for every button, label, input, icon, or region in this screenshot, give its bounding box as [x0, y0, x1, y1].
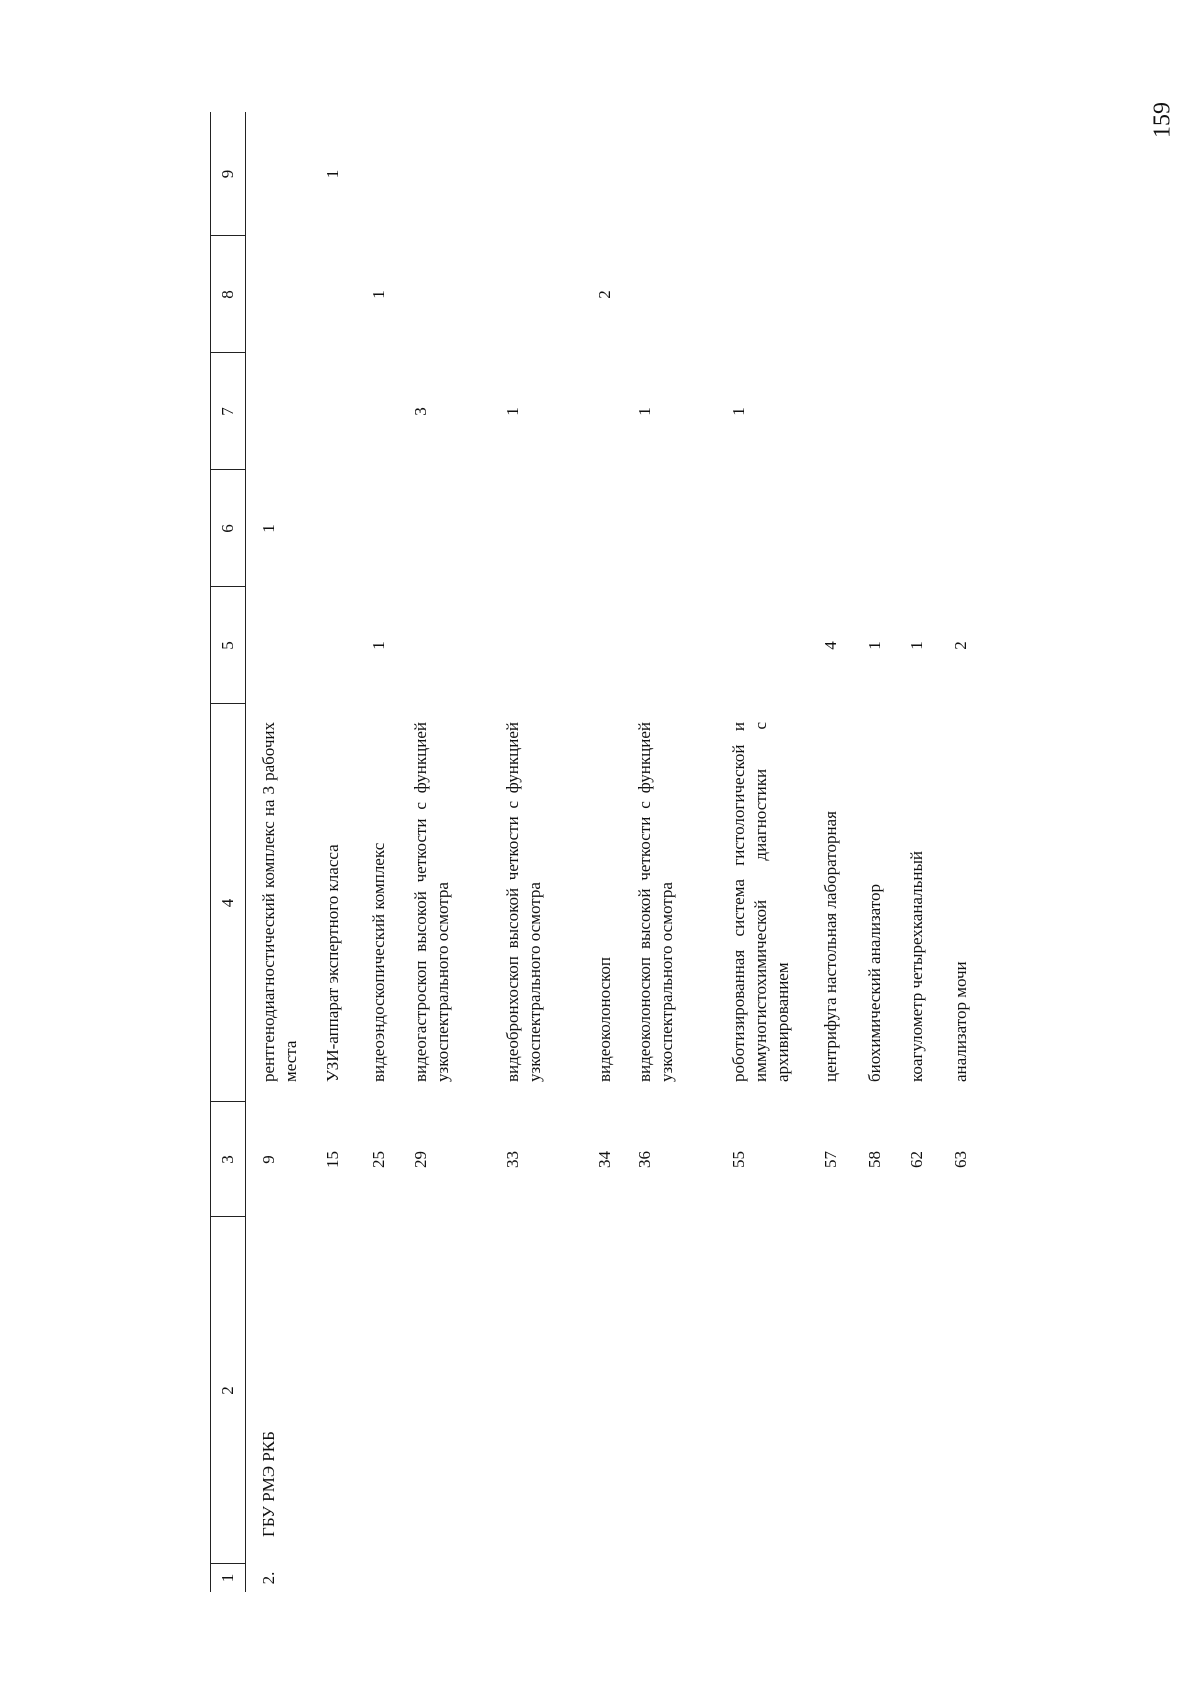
table-cell-equipment-name: УЗИ-аппарат экспертного класса — [323, 844, 342, 1082]
table-cell-equipment-name: видеоэндоскопический комплекс — [369, 842, 388, 1082]
table-cell-quantity: 3 — [411, 407, 430, 416]
table-cell-quantity: 1 — [635, 407, 654, 416]
org-row-number: 2. — [259, 1571, 278, 1585]
table-cell-equipment-name: видеоколоноскоп высокой четкости с функцией узкоспектрального осмотра — [635, 722, 676, 1082]
table-cell-quantity: 2 — [951, 641, 970, 650]
table-cell-equipment-name: биохимический анализатор — [865, 884, 884, 1082]
table-cell-code: 33 — [503, 1151, 522, 1168]
table-cell-quantity: 1 — [729, 407, 748, 416]
table-header — [210, 112, 246, 1592]
col-header-5: 5 — [218, 641, 237, 650]
table-cell-quantity: 1 — [503, 407, 522, 416]
table-cell-code: 29 — [411, 1151, 430, 1168]
table-cell-equipment-name: рентгенодиагностический комплекс на 3 рабочих места — [259, 722, 300, 1082]
table-cell-equipment-name: видеобронхоскоп высокой четкости с функцией узкоспектрального осмотра — [503, 722, 544, 1082]
table-cell-code: 57 — [821, 1151, 840, 1168]
table-cell-equipment-name: роботизированная система гистологической и иммуногистохимической диагностики с архивированием — [729, 722, 792, 1082]
col-header-7: 7 — [218, 407, 237, 416]
table-cell-code: 36 — [635, 1151, 654, 1168]
col-header-2: 2 — [218, 1386, 237, 1395]
table-cell-code: 9 — [259, 1155, 278, 1164]
col-header-8: 8 — [218, 290, 237, 299]
table-cell-code: 63 — [951, 1151, 970, 1168]
table-cell-quantity: 1 — [369, 641, 388, 650]
table-cell-equipment-name: видеогастроскоп высокой четкости с функцией узкоспектрального осмотра — [411, 722, 452, 1082]
table-cell-quantity: 1 — [865, 641, 884, 650]
col-header-9: 9 — [218, 169, 237, 179]
table-cell-code: 25 — [369, 1151, 388, 1168]
table-cell-equipment-name: коагулометр четырехканальный — [907, 851, 926, 1082]
page-number: 159 — [1149, 102, 1176, 138]
table-cell-quantity: 1 — [323, 169, 342, 179]
table-cell-quantity: 1 — [259, 524, 278, 533]
table-cell-quantity: 1 — [907, 641, 926, 650]
table-cell-quantity: 2 — [595, 290, 614, 299]
equipment-table — [210, 112, 1010, 1592]
table-cell-quantity: 1 — [369, 290, 388, 299]
table-cell-quantity: 4 — [821, 641, 840, 650]
table-cell-code: 15 — [323, 1151, 342, 1168]
col-header-1: 1 — [218, 1573, 237, 1583]
table-cell-equipment-name: центрифуга настольная лабораторная — [821, 811, 840, 1082]
table-cell-equipment-name: видеоколоноскоп — [595, 956, 614, 1082]
table-cell-code: 34 — [595, 1151, 614, 1168]
table-cell-equipment-name: анализатор мочи — [951, 961, 970, 1082]
col-header-6: 6 — [218, 524, 237, 533]
org-name: ГБУ РМЭ РКБ — [259, 1431, 278, 1537]
table-cell-code: 55 — [729, 1151, 748, 1168]
table-cell-code: 58 — [865, 1151, 884, 1168]
col-header-3: 3 — [218, 1155, 237, 1164]
table-cell-code: 62 — [907, 1151, 926, 1168]
col-header-4: 4 — [218, 898, 237, 908]
